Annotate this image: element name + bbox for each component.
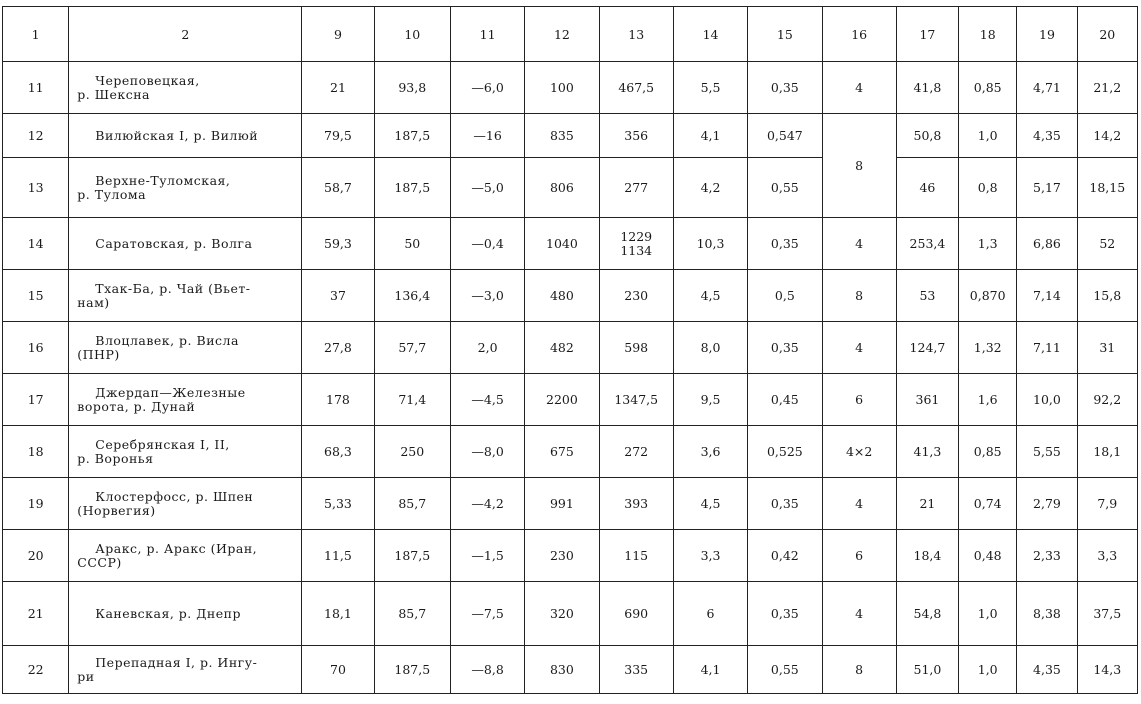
cell-11: —16 — [450, 114, 524, 158]
cell-13: 272 — [599, 426, 673, 478]
cell-17: 50,8 — [896, 114, 958, 158]
cell-13: 230 — [599, 270, 673, 322]
station-name — [69, 582, 302, 646]
cell-9: 21 — [302, 62, 374, 114]
cell-14: 4,1 — [673, 114, 747, 158]
header-cell: 20 — [1077, 7, 1137, 62]
cell-10: 85,7 — [374, 478, 450, 530]
cell-11: —3,0 — [450, 270, 524, 322]
name-line-1: Саратовская, р. Волга — [95, 235, 253, 251]
table-row — [3, 478, 1138, 530]
cell-13: 335 — [599, 646, 673, 694]
cell-13-line-2: 1134 — [620, 242, 653, 258]
cell-15: 0,35 — [748, 218, 822, 270]
cell-9: 59,3 — [302, 218, 374, 270]
row-number: 18 — [3, 426, 69, 478]
cell-10: 250 — [374, 426, 450, 478]
cell-17: 41,3 — [896, 426, 958, 478]
name-line-2: нам) — [77, 294, 110, 310]
cell-14: 6 — [673, 582, 747, 646]
cell-19: 2,79 — [1017, 478, 1077, 530]
header-cell: 1 — [3, 7, 69, 62]
cell-15: 0,35 — [748, 62, 822, 114]
name-line-2: р. Шексна — [77, 86, 150, 102]
cell-16: 6 — [822, 530, 896, 582]
cell-16: 4 — [822, 322, 896, 374]
cell-18: 1,6 — [959, 374, 1017, 426]
cell-16: 6 — [822, 374, 896, 426]
header-cell: 14 — [673, 7, 747, 62]
cell-14: 4,5 — [673, 478, 747, 530]
station-name — [69, 158, 302, 218]
data-table — [2, 6, 1138, 694]
header-cell: 15 — [748, 7, 822, 62]
cell-13 — [599, 218, 673, 270]
cell-11: 2,0 — [450, 322, 524, 374]
cell-17: 361 — [896, 374, 958, 426]
cell-16: 4 — [822, 62, 896, 114]
cell-16: 4 — [822, 582, 896, 646]
name-line-1: Джердап—Железные — [95, 384, 246, 400]
cell-11: —4,5 — [450, 374, 524, 426]
cell-16: 8 — [822, 114, 896, 218]
header-cell: 11 — [450, 7, 524, 62]
header-row — [3, 7, 1138, 62]
cell-15: 0,42 — [748, 530, 822, 582]
cell-12: 830 — [525, 646, 599, 694]
cell-19: 2,33 — [1017, 530, 1077, 582]
cell-16: 4 — [822, 218, 896, 270]
cell-14: 4,5 — [673, 270, 747, 322]
cell-13: 393 — [599, 478, 673, 530]
cell-13-line-1: 1229 — [620, 228, 653, 244]
cell-17: 46 — [896, 158, 958, 218]
table-row — [3, 158, 1138, 218]
cell-18: 1,0 — [959, 646, 1017, 694]
name-line-1: Вилюйская I, р. Вилюй — [95, 127, 259, 143]
cell-17: 54,8 — [896, 582, 958, 646]
table-row — [3, 530, 1138, 582]
header-cell: 2 — [69, 7, 302, 62]
cell-12: 100 — [525, 62, 599, 114]
cell-19: 7,11 — [1017, 322, 1077, 374]
cell-15: 0,35 — [748, 478, 822, 530]
table-row — [3, 582, 1138, 646]
cell-13: 277 — [599, 158, 673, 218]
header-cell: 18 — [959, 7, 1017, 62]
cell-19: 4,35 — [1017, 114, 1077, 158]
cell-20: 37,5 — [1077, 582, 1137, 646]
cell-19: 4,71 — [1017, 62, 1077, 114]
row-number: 12 — [3, 114, 69, 158]
name-line-1: Клостерфосс, р. Шпен — [95, 488, 254, 504]
cell-12: 1040 — [525, 218, 599, 270]
cell-20: 7,9 — [1077, 478, 1137, 530]
cell-19: 4,35 — [1017, 646, 1077, 694]
cell-12: 806 — [525, 158, 599, 218]
cell-10: 187,5 — [374, 114, 450, 158]
cell-15: 0,45 — [748, 374, 822, 426]
cell-10: 187,5 — [374, 158, 450, 218]
cell-13: 467,5 — [599, 62, 673, 114]
cell-17: 51,0 — [896, 646, 958, 694]
cell-14: 9,5 — [673, 374, 747, 426]
cell-20: 3,3 — [1077, 530, 1137, 582]
station-name — [69, 646, 302, 694]
cell-11: —6,0 — [450, 62, 524, 114]
cell-20: 31 — [1077, 322, 1137, 374]
cell-18: 1,0 — [959, 114, 1017, 158]
cell-10: 187,5 — [374, 530, 450, 582]
cell-20: 18,1 — [1077, 426, 1137, 478]
cell-18: 0,85 — [959, 426, 1017, 478]
cell-18: 0,48 — [959, 530, 1017, 582]
cell-14: 10,3 — [673, 218, 747, 270]
table-row — [3, 270, 1138, 322]
row-number: 15 — [3, 270, 69, 322]
cell-16: 4 — [822, 478, 896, 530]
row-number: 11 — [3, 62, 69, 114]
cell-13: 115 — [599, 530, 673, 582]
name-line-2: ри — [77, 668, 95, 684]
cell-10: 85,7 — [374, 582, 450, 646]
cell-14: 4,2 — [673, 158, 747, 218]
cell-13: 598 — [599, 322, 673, 374]
cell-9: 79,5 — [302, 114, 374, 158]
header-cell: 19 — [1017, 7, 1077, 62]
cell-10: 187,5 — [374, 646, 450, 694]
cell-9: 5,33 — [302, 478, 374, 530]
cell-19: 5,55 — [1017, 426, 1077, 478]
table-row — [3, 322, 1138, 374]
name-line-1: Тхак-Ба, р. Чай (Вьет- — [95, 280, 251, 296]
table-row — [3, 218, 1138, 270]
cell-17: 253,4 — [896, 218, 958, 270]
name-line-1: Аракс, р. Аракс (Иран, — [95, 540, 258, 556]
cell-14: 8,0 — [673, 322, 747, 374]
cell-18: 0,85 — [959, 62, 1017, 114]
cell-10: 93,8 — [374, 62, 450, 114]
cell-18: 1,32 — [959, 322, 1017, 374]
table-row — [3, 426, 1138, 478]
cell-12: 675 — [525, 426, 599, 478]
cell-15: 0,35 — [748, 322, 822, 374]
cell-17: 124,7 — [896, 322, 958, 374]
station-name — [69, 62, 302, 114]
row-number: 21 — [3, 582, 69, 646]
cell-19: 5,17 — [1017, 158, 1077, 218]
cell-9: 68,3 — [302, 426, 374, 478]
name-line-1: Перепадная I, р. Ингу- — [95, 654, 258, 670]
cell-19: 6,86 — [1017, 218, 1077, 270]
cell-20: 14,3 — [1077, 646, 1137, 694]
cell-18: 1,0 — [959, 582, 1017, 646]
cell-9: 18,1 — [302, 582, 374, 646]
station-name — [69, 530, 302, 582]
station-name — [69, 270, 302, 322]
header-cell: 9 — [302, 7, 374, 62]
row-number: 14 — [3, 218, 69, 270]
name-line-1: Каневская, р. Днепр — [95, 605, 241, 621]
cell-13: 1347,5 — [599, 374, 673, 426]
cell-19: 7,14 — [1017, 270, 1077, 322]
name-line-2: (ПНР) — [77, 346, 120, 362]
cell-12: 2200 — [525, 374, 599, 426]
header-cell: 13 — [599, 7, 673, 62]
cell-14: 4,1 — [673, 646, 747, 694]
station-name — [69, 114, 302, 158]
cell-9: 37 — [302, 270, 374, 322]
row-number: 22 — [3, 646, 69, 694]
cell-18: 0,8 — [959, 158, 1017, 218]
header-cell: 16 — [822, 7, 896, 62]
cell-18: 1,3 — [959, 218, 1017, 270]
name-line-1: Верхне-Туломская, — [95, 172, 231, 188]
cell-17: 18,4 — [896, 530, 958, 582]
table-row — [3, 646, 1138, 694]
cell-16: 8 — [822, 646, 896, 694]
cell-16: 8 — [822, 270, 896, 322]
cell-11: —5,0 — [450, 158, 524, 218]
cell-11: —7,5 — [450, 582, 524, 646]
cell-16: 4×2 — [822, 426, 896, 478]
cell-17: 21 — [896, 478, 958, 530]
station-name — [69, 218, 302, 270]
cell-20: 21,2 — [1077, 62, 1137, 114]
header-cell: 17 — [896, 7, 958, 62]
cell-11: —8,0 — [450, 426, 524, 478]
station-name — [69, 426, 302, 478]
table-row — [3, 114, 1138, 158]
table-row — [3, 62, 1138, 114]
cell-12: 230 — [525, 530, 599, 582]
name-line-2: ворота, р. Дунай — [77, 398, 196, 414]
cell-15: 0,525 — [748, 426, 822, 478]
cell-11: —0,4 — [450, 218, 524, 270]
name-line-2: СССР) — [77, 554, 122, 570]
cell-20: 14,2 — [1077, 114, 1137, 158]
cell-14: 3,3 — [673, 530, 747, 582]
cell-12: 480 — [525, 270, 599, 322]
cell-17: 53 — [896, 270, 958, 322]
cell-9: 27,8 — [302, 322, 374, 374]
cell-15: 0,547 — [748, 114, 822, 158]
cell-13: 356 — [599, 114, 673, 158]
table-row — [3, 374, 1138, 426]
cell-11: —4,2 — [450, 478, 524, 530]
row-number: 13 — [3, 158, 69, 218]
cell-9: 58,7 — [302, 158, 374, 218]
name-line-1: Серебрянская I, II, — [95, 436, 230, 452]
row-number: 19 — [3, 478, 69, 530]
cell-12: 991 — [525, 478, 599, 530]
cell-19: 10,0 — [1017, 374, 1077, 426]
name-line-2: (Норвегия) — [77, 502, 156, 518]
cell-10: 136,4 — [374, 270, 450, 322]
cell-20: 15,8 — [1077, 270, 1137, 322]
cell-11: —1,5 — [450, 530, 524, 582]
cell-10: 50 — [374, 218, 450, 270]
name-line-1: Влоцлавек, р. Висла — [95, 332, 239, 348]
cell-10: 71,4 — [374, 374, 450, 426]
name-line-1: Череповецкая, — [95, 72, 200, 88]
cell-14: 3,6 — [673, 426, 747, 478]
cell-18: 0,74 — [959, 478, 1017, 530]
cell-14: 5,5 — [673, 62, 747, 114]
cell-9: 70 — [302, 646, 374, 694]
cell-13: 690 — [599, 582, 673, 646]
station-name — [69, 322, 302, 374]
header-cell: 10 — [374, 7, 450, 62]
cell-12: 835 — [525, 114, 599, 158]
cell-20: 18,15 — [1077, 158, 1137, 218]
cell-15: 0,55 — [748, 158, 822, 218]
cell-18: 0,870 — [959, 270, 1017, 322]
cell-17: 41,8 — [896, 62, 958, 114]
cell-19: 8,38 — [1017, 582, 1077, 646]
cell-20: 52 — [1077, 218, 1137, 270]
cell-15: 0,55 — [748, 646, 822, 694]
cell-10: 57,7 — [374, 322, 450, 374]
cell-9: 11,5 — [302, 530, 374, 582]
cell-12: 320 — [525, 582, 599, 646]
name-line-2: р. Воронья — [77, 450, 154, 466]
cell-9: 178 — [302, 374, 374, 426]
row-number: 17 — [3, 374, 69, 426]
cell-15: 0,5 — [748, 270, 822, 322]
name-line-2: р. Тулома — [77, 186, 147, 202]
cell-11: —8,8 — [450, 646, 524, 694]
cell-20: 92,2 — [1077, 374, 1137, 426]
row-number: 20 — [3, 530, 69, 582]
row-number: 16 — [3, 322, 69, 374]
header-cell: 12 — [525, 7, 599, 62]
cell-15: 0,35 — [748, 582, 822, 646]
station-name — [69, 374, 302, 426]
station-name — [69, 478, 302, 530]
cell-12: 482 — [525, 322, 599, 374]
